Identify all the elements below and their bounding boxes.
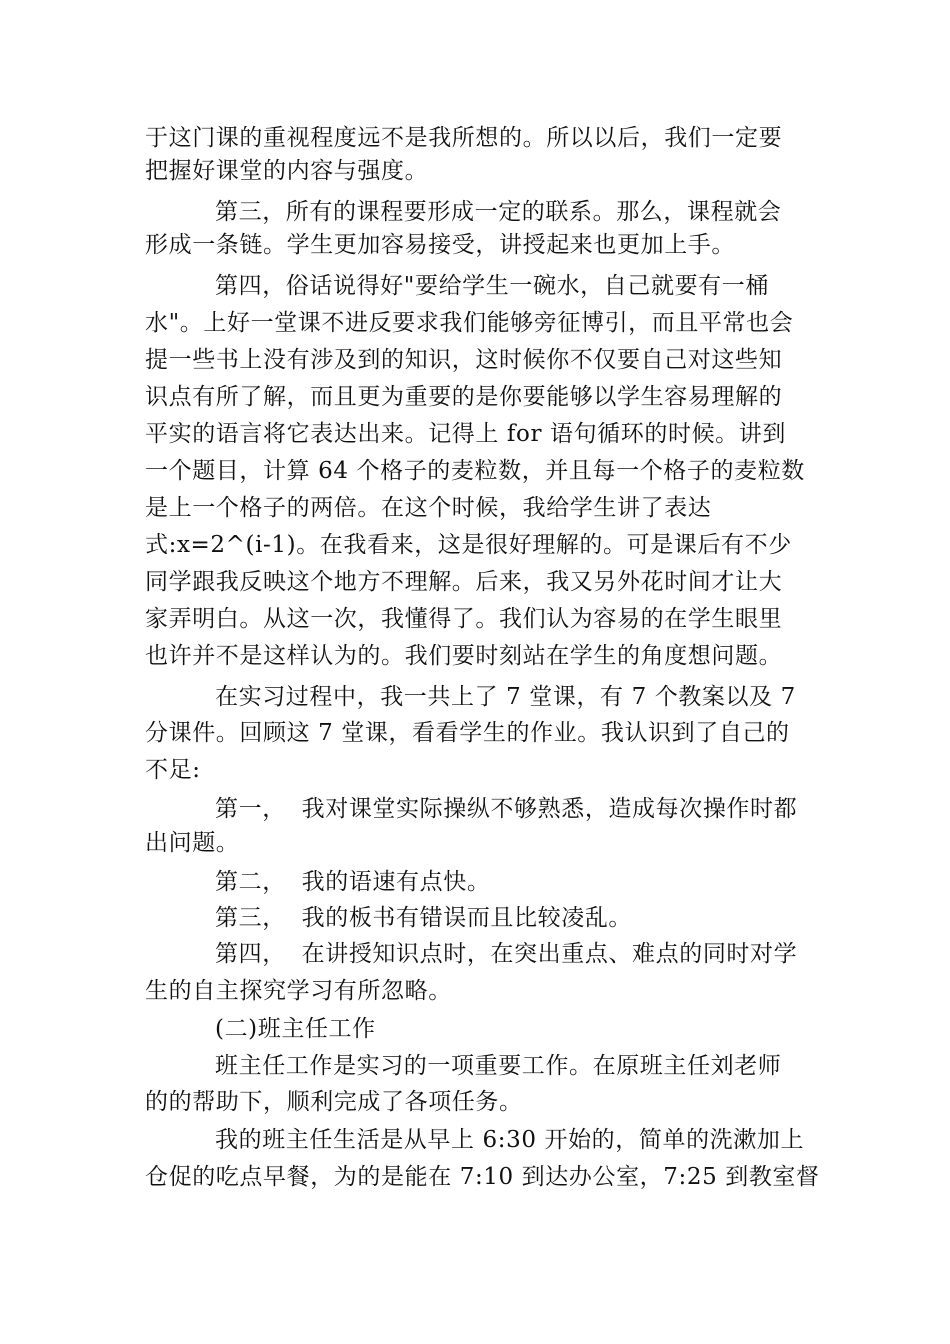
text-line: 是上一个格子的两倍。在这个时候，我给学生讲了表达 [145,495,712,521]
text-line: 同学跟我反映这个地方不理解。后来，我又另外花时间才让大 [145,569,783,595]
text-line: 在实习过程中，我一共上了 7 堂课，有 7 个教案以及 7 [215,684,796,710]
text-line: 识点有所了解，而且更为重要的是你要能够以学生容易理解的 [145,384,783,410]
text-line: 第一， 我对课堂实际操纵不够熟悉，造成每次操作时都 [215,796,798,822]
text-line: 家弄明白。从这一次，我懂得了。我们认为容易的在学生眼里 [145,606,783,632]
text-line: 第三，所有的课程要形成一定的联系。那么，课程就会 [215,199,782,225]
text-line: 的的帮助下，顺利完成了各项任务。 [145,1089,523,1115]
text-line: 不足: [145,757,201,783]
text-line: 一个题目，计算 64 个格子的麦粒数，并且每一个格子的麦粒数 [145,458,805,484]
section-heading: (二)班主任工作 [215,1016,376,1042]
text-line: 于这门课的重视程度远不是我所想的。所以以后，我们一定要 [145,125,783,151]
text-line: 式:x=2^(i-1)。在我看来，这是很好理解的。可是课后有不少 [145,532,792,558]
text-line: 班主任工作是实习的一项重要工作。在原班主任刘老师 [215,1053,782,1079]
text-line: 第三， 我的板书有错误而且比较凌乱。 [215,905,633,931]
text-line: 分课件。回顾这 7 堂课，看看学生的作业。我认识到了自己的 [145,720,790,746]
text-line: 第二， 我的语速有点快。 [215,869,491,895]
text-line: 也许并不是这样认为的。我们要时刻站在学生的角度想问题。 [145,643,783,669]
text-line: 形成一条链。学生更加容易接受，讲授起来也更加上手。 [145,232,735,258]
text-line: 提一些书上没有涉及到的知识，这时候你不仅要自己对这些知 [145,347,783,373]
text-line: 水"。上好一堂课不进反要求我们能够旁征博引，而且平常也会 [145,310,794,336]
text-line: 我的班主任生活是从早上 6:30 开始的，简单的洗漱加上 [215,1127,805,1153]
text-line: 生的自主探究学习有所忽略。 [145,978,452,1004]
text-line: 仓促的吃点早餐，为的是能在 7:10 到达办公室，7:25 到教室督 [145,1164,820,1190]
text-line: 出问题。 [145,830,240,856]
text-line: 第四， 在讲授知识点时，在突出重点、难点的同时对学 [215,941,798,967]
text-line: 第四，俗话说得好"要给学生一碗水，自己就要有一桶 [215,273,769,299]
text-line: 平实的语言将它表达出来。记得上 for 语句循环的时候。讲到 [145,421,786,447]
text-line: 把握好课堂的内容与强度。 [145,158,429,184]
